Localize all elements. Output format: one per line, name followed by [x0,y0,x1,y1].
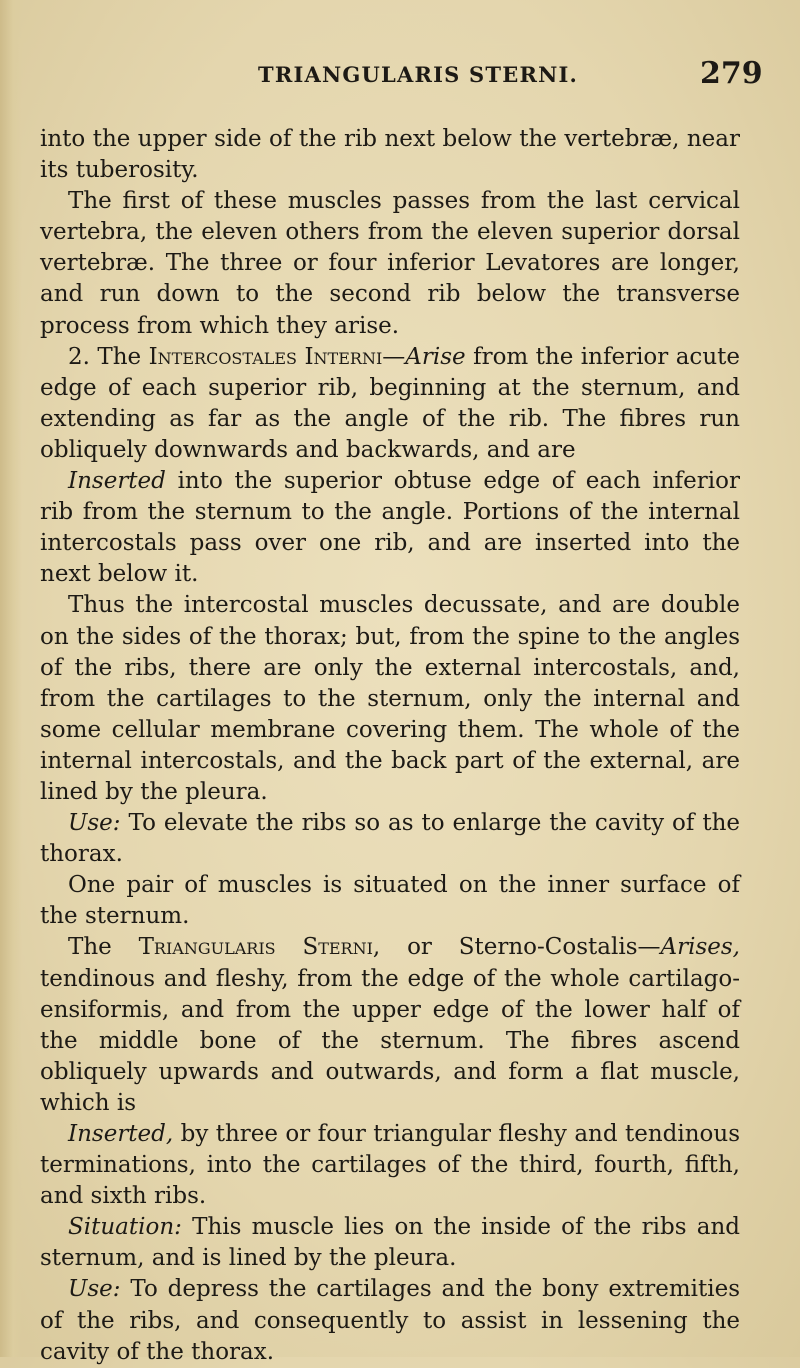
italic-term: Use: [68,810,121,837]
paragraph-text: 2. The [68,343,149,370]
page-header [0,56,800,102]
paragraph-text: The [68,934,139,961]
paragraph [40,590,740,808]
italic-term: Inserted, [68,1121,174,1147]
italic-term: Arise [405,343,466,370]
paragraph-text: — [382,343,406,370]
page-number: 279 [700,56,763,91]
paragraph [40,1212,740,1274]
paragraph-text: To elevate the ribs so as to enlarge the cavity of the thorax. [40,810,740,868]
paragraph-text: One pair of muscles is situated on the inner surface of the sternum. [40,872,740,930]
paragraph-text: into the upper side of the rib next below the vertebræ, near its tuberosity. [40,126,740,184]
running-title: TRIANGULARIS STERNI. [258,62,579,87]
paragraph [40,932,740,1119]
paragraph-text: To depress the cartilages and the bony extremities of the ribs, and consequently to assist in lessening the cavity of the thorax. [40,1276,740,1365]
paragraph-text: The first of these muscles passes from the last cervical vertebra, the eleven others from the eleven superior dorsal vertebræ. The three or four inferior Levatores are longer, and run down to the second rib below the transverse process from which they arise. [40,188,740,339]
paragraph [40,186,740,341]
italic-term: Arises, [660,934,740,961]
paragraph-text: into the superior obtuse edge of each inferior rib from the sternum to the angle. Portions of the internal intercostals pass over one rib, and are inserted into the next below it. [40,468,740,588]
paragraph-text: tendinous and fleshy, from the edge of the whole cartilago-ensiformis, and from the upper edge of the lower half of the middle bone of the sternum. The fibres ascend obliquely upwards and outwards, and form a flat muscle, which is [40,965,740,1116]
muscle-name-heading: Triangularis Sterni, [138,934,381,961]
muscle-name-heading: Intercostales Interni [148,343,383,370]
paragraph-text: from the inferior acute edge of each superior rib, beginning at the sternum, and extending as far as the angle of the rib. The fibres run obliquely downwards and backwards, and are [40,343,740,463]
paragraph [40,124,740,186]
italic-term: Situation: [68,1214,182,1241]
paragraph-text: by three or four triangular fleshy and tendinous terminations, into the cartilages of the third, fourth, fifth, and sixth ribs. [40,1121,740,1210]
paragraph-text: Thus the intercostal muscles decussate, and are double on the sides of the thorax; but, from the spine to the angles of the ribs, there are only the external intercostals, and, from the cartilages to the sternum, only the internal and some cellular membrane covering them. The whole of the internal intercostals, and the back part of the external, are lined by the pleura. [40,592,740,805]
paragraph [40,1274,740,1367]
body-text [40,124,740,1368]
paragraph-text: or Sterno-Costalis— [380,934,661,961]
paragraph [40,870,740,932]
paragraph [40,1119,740,1212]
italic-term: Use: [68,1276,121,1303]
paragraph [40,342,740,466]
italic-term: Inserted [68,468,166,495]
paragraph-text: This muscle lies on the inside of the ribs and sternum, and is lined by the pleura. [40,1214,740,1272]
page-binding-shadow [0,0,22,1357]
paragraph [40,466,740,590]
paragraph [40,808,740,870]
